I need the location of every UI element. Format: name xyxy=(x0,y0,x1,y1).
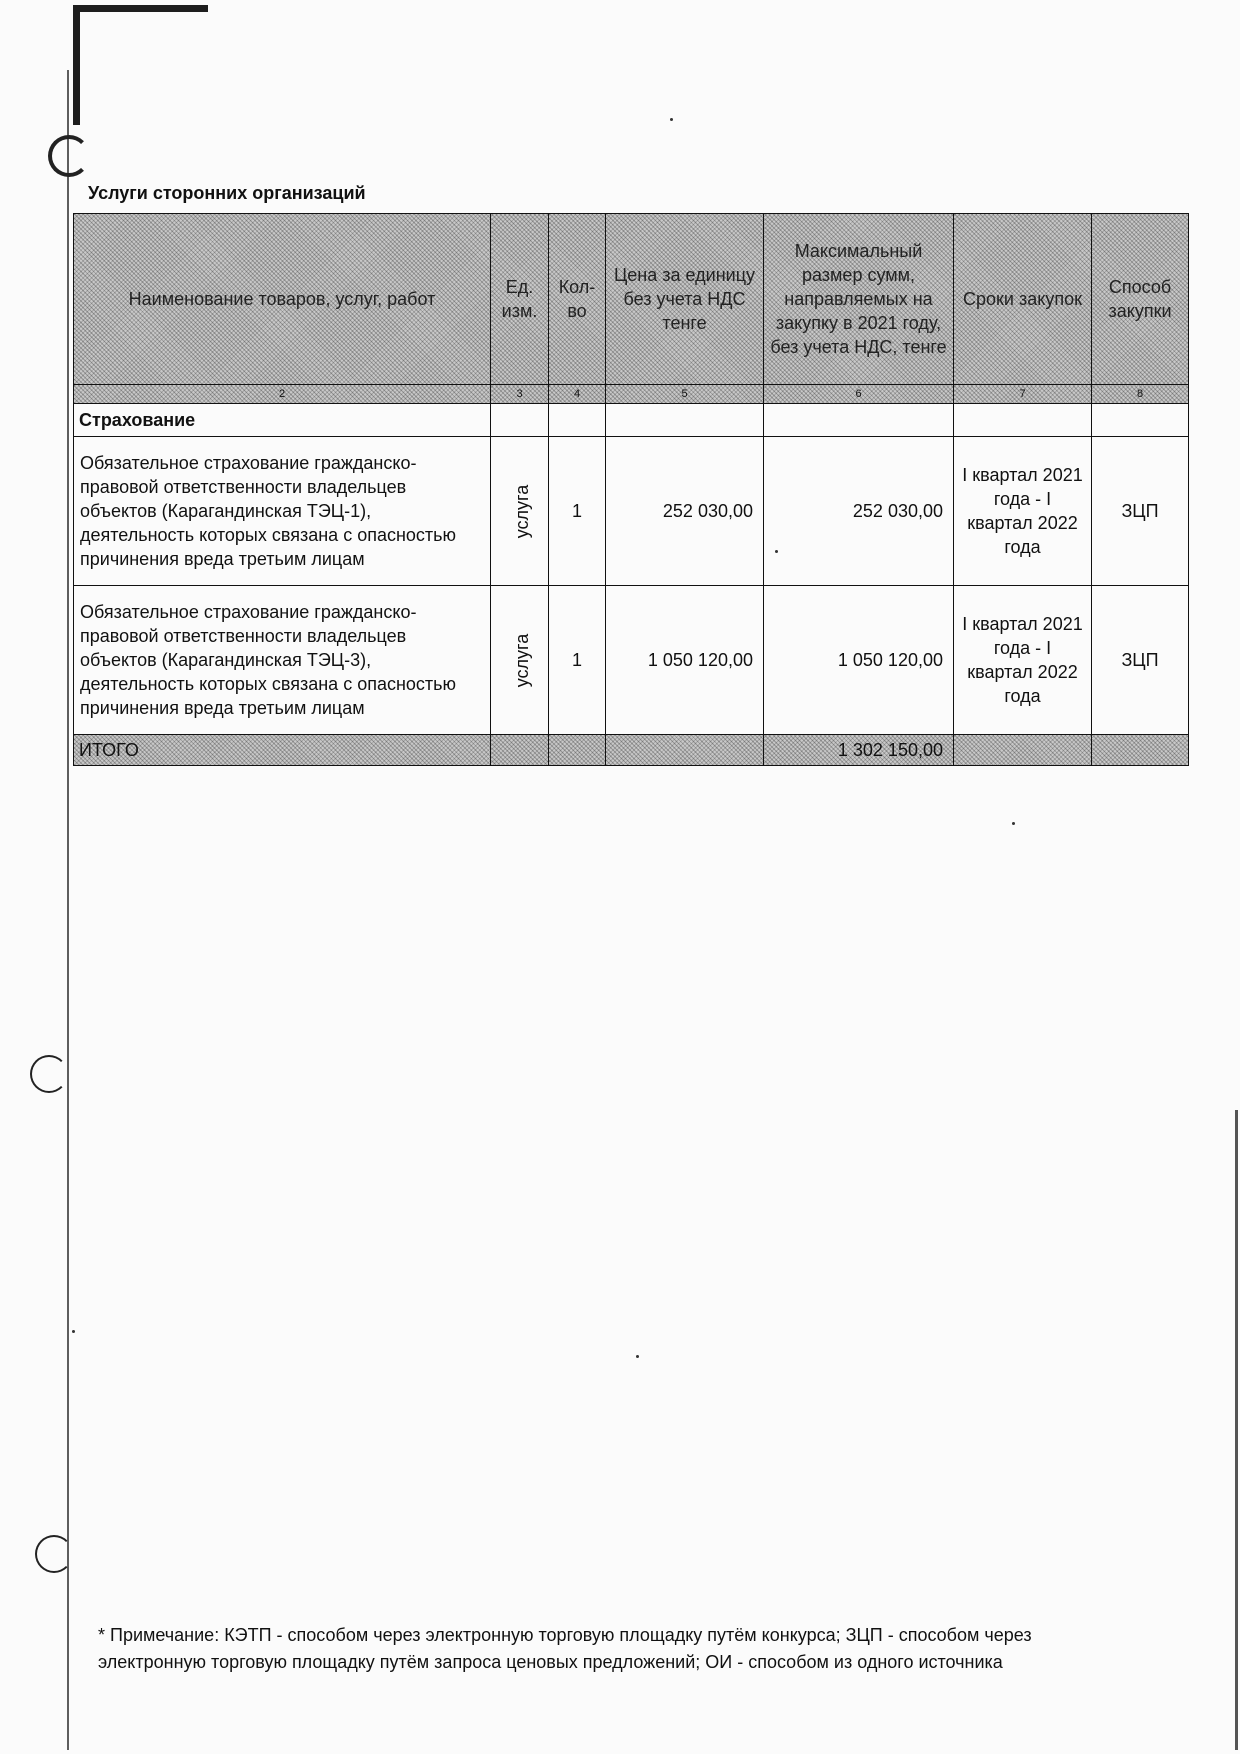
punch-hole-mark xyxy=(48,135,90,177)
item-unit: услуга xyxy=(512,484,533,538)
scan-speck xyxy=(670,118,673,121)
column-number: 7 xyxy=(954,385,1092,404)
column-number: 8 xyxy=(1092,385,1189,404)
item-max-amount: 252 030,00 xyxy=(764,437,954,586)
header-qty: Кол-во xyxy=(549,214,606,385)
item-method: ЗЦП xyxy=(1092,586,1189,735)
header-terms: Сроки закупок xyxy=(954,214,1092,385)
header-unit: Ед. изм. xyxy=(491,214,549,385)
header-method: Способ закупки xyxy=(1092,214,1189,385)
category-label: Страхование xyxy=(74,404,491,437)
table-row xyxy=(74,586,1189,735)
item-qty: 1 xyxy=(549,437,606,586)
scan-edge-top xyxy=(73,5,208,12)
header-name: Наименование товаров, услуг, работ xyxy=(74,214,491,385)
item-name: Обязательное страхование гражданско-правовой ответственности владельцев объектов (Карагандинская ТЭЦ-1), деятельность которых связана с опасностью причинения вреда третьим лицам xyxy=(74,437,491,586)
scan-edge-corner xyxy=(73,5,80,125)
scan-speck xyxy=(636,1355,639,1358)
total-row xyxy=(74,735,1189,766)
table-row xyxy=(74,437,1189,586)
footnote: * Примечание: КЭТП - способом через электронную торговую площадку путём конкурса; ЗЦП - способом через электронную торговую площадку путём запроса ценовых предложений; ОИ - способом из одного источника xyxy=(98,1625,1032,1672)
total-label: ИТОГО xyxy=(74,735,491,766)
item-max-amount: 1 050 120,00 xyxy=(764,586,954,735)
column-number-row xyxy=(74,385,1189,404)
punch-hole-mark xyxy=(35,1535,73,1573)
category-row xyxy=(74,404,1189,437)
column-number: 4 xyxy=(549,385,606,404)
item-terms: I квартал 2021 года - I квартал 2022 года xyxy=(954,586,1092,735)
item-terms: I квартал 2021 года - I квартал 2022 года xyxy=(954,437,1092,586)
column-number: 3 xyxy=(491,385,549,404)
header-price: Цена за единицу без учета НДС тенге xyxy=(606,214,764,385)
item-method: ЗЦП xyxy=(1092,437,1189,586)
item-unit: услуга xyxy=(512,633,533,687)
scan-edge-left xyxy=(67,70,69,1750)
item-name: Обязательное страхование гражданско-правовой ответственности владельцев объектов (Карагандинская ТЭЦ-3), деятельность которых связана с опасностью причинения вреда третьим лицам xyxy=(74,586,491,735)
scan-edge-right xyxy=(1235,1110,1238,1750)
scan-speck xyxy=(1012,822,1015,825)
column-number: 5 xyxy=(606,385,764,404)
column-number: 6 xyxy=(764,385,954,404)
punch-hole-mark xyxy=(30,1055,68,1093)
total-amount: 1 302 150,00 xyxy=(764,735,954,766)
item-price: 1 050 120,00 xyxy=(606,586,764,735)
item-qty: 1 xyxy=(549,586,606,735)
table-header-row xyxy=(74,214,1189,385)
section-title: Услуги сторонних организаций xyxy=(88,183,366,203)
header-max-amount: Максимальный размер сумм, направляемых на закупку в 2021 году, без учета НДС, тенге xyxy=(764,214,954,385)
column-number: 2 xyxy=(74,385,491,404)
scan-speck xyxy=(72,1330,75,1333)
procurement-table xyxy=(73,213,1189,766)
item-price: 252 030,00 xyxy=(606,437,764,586)
